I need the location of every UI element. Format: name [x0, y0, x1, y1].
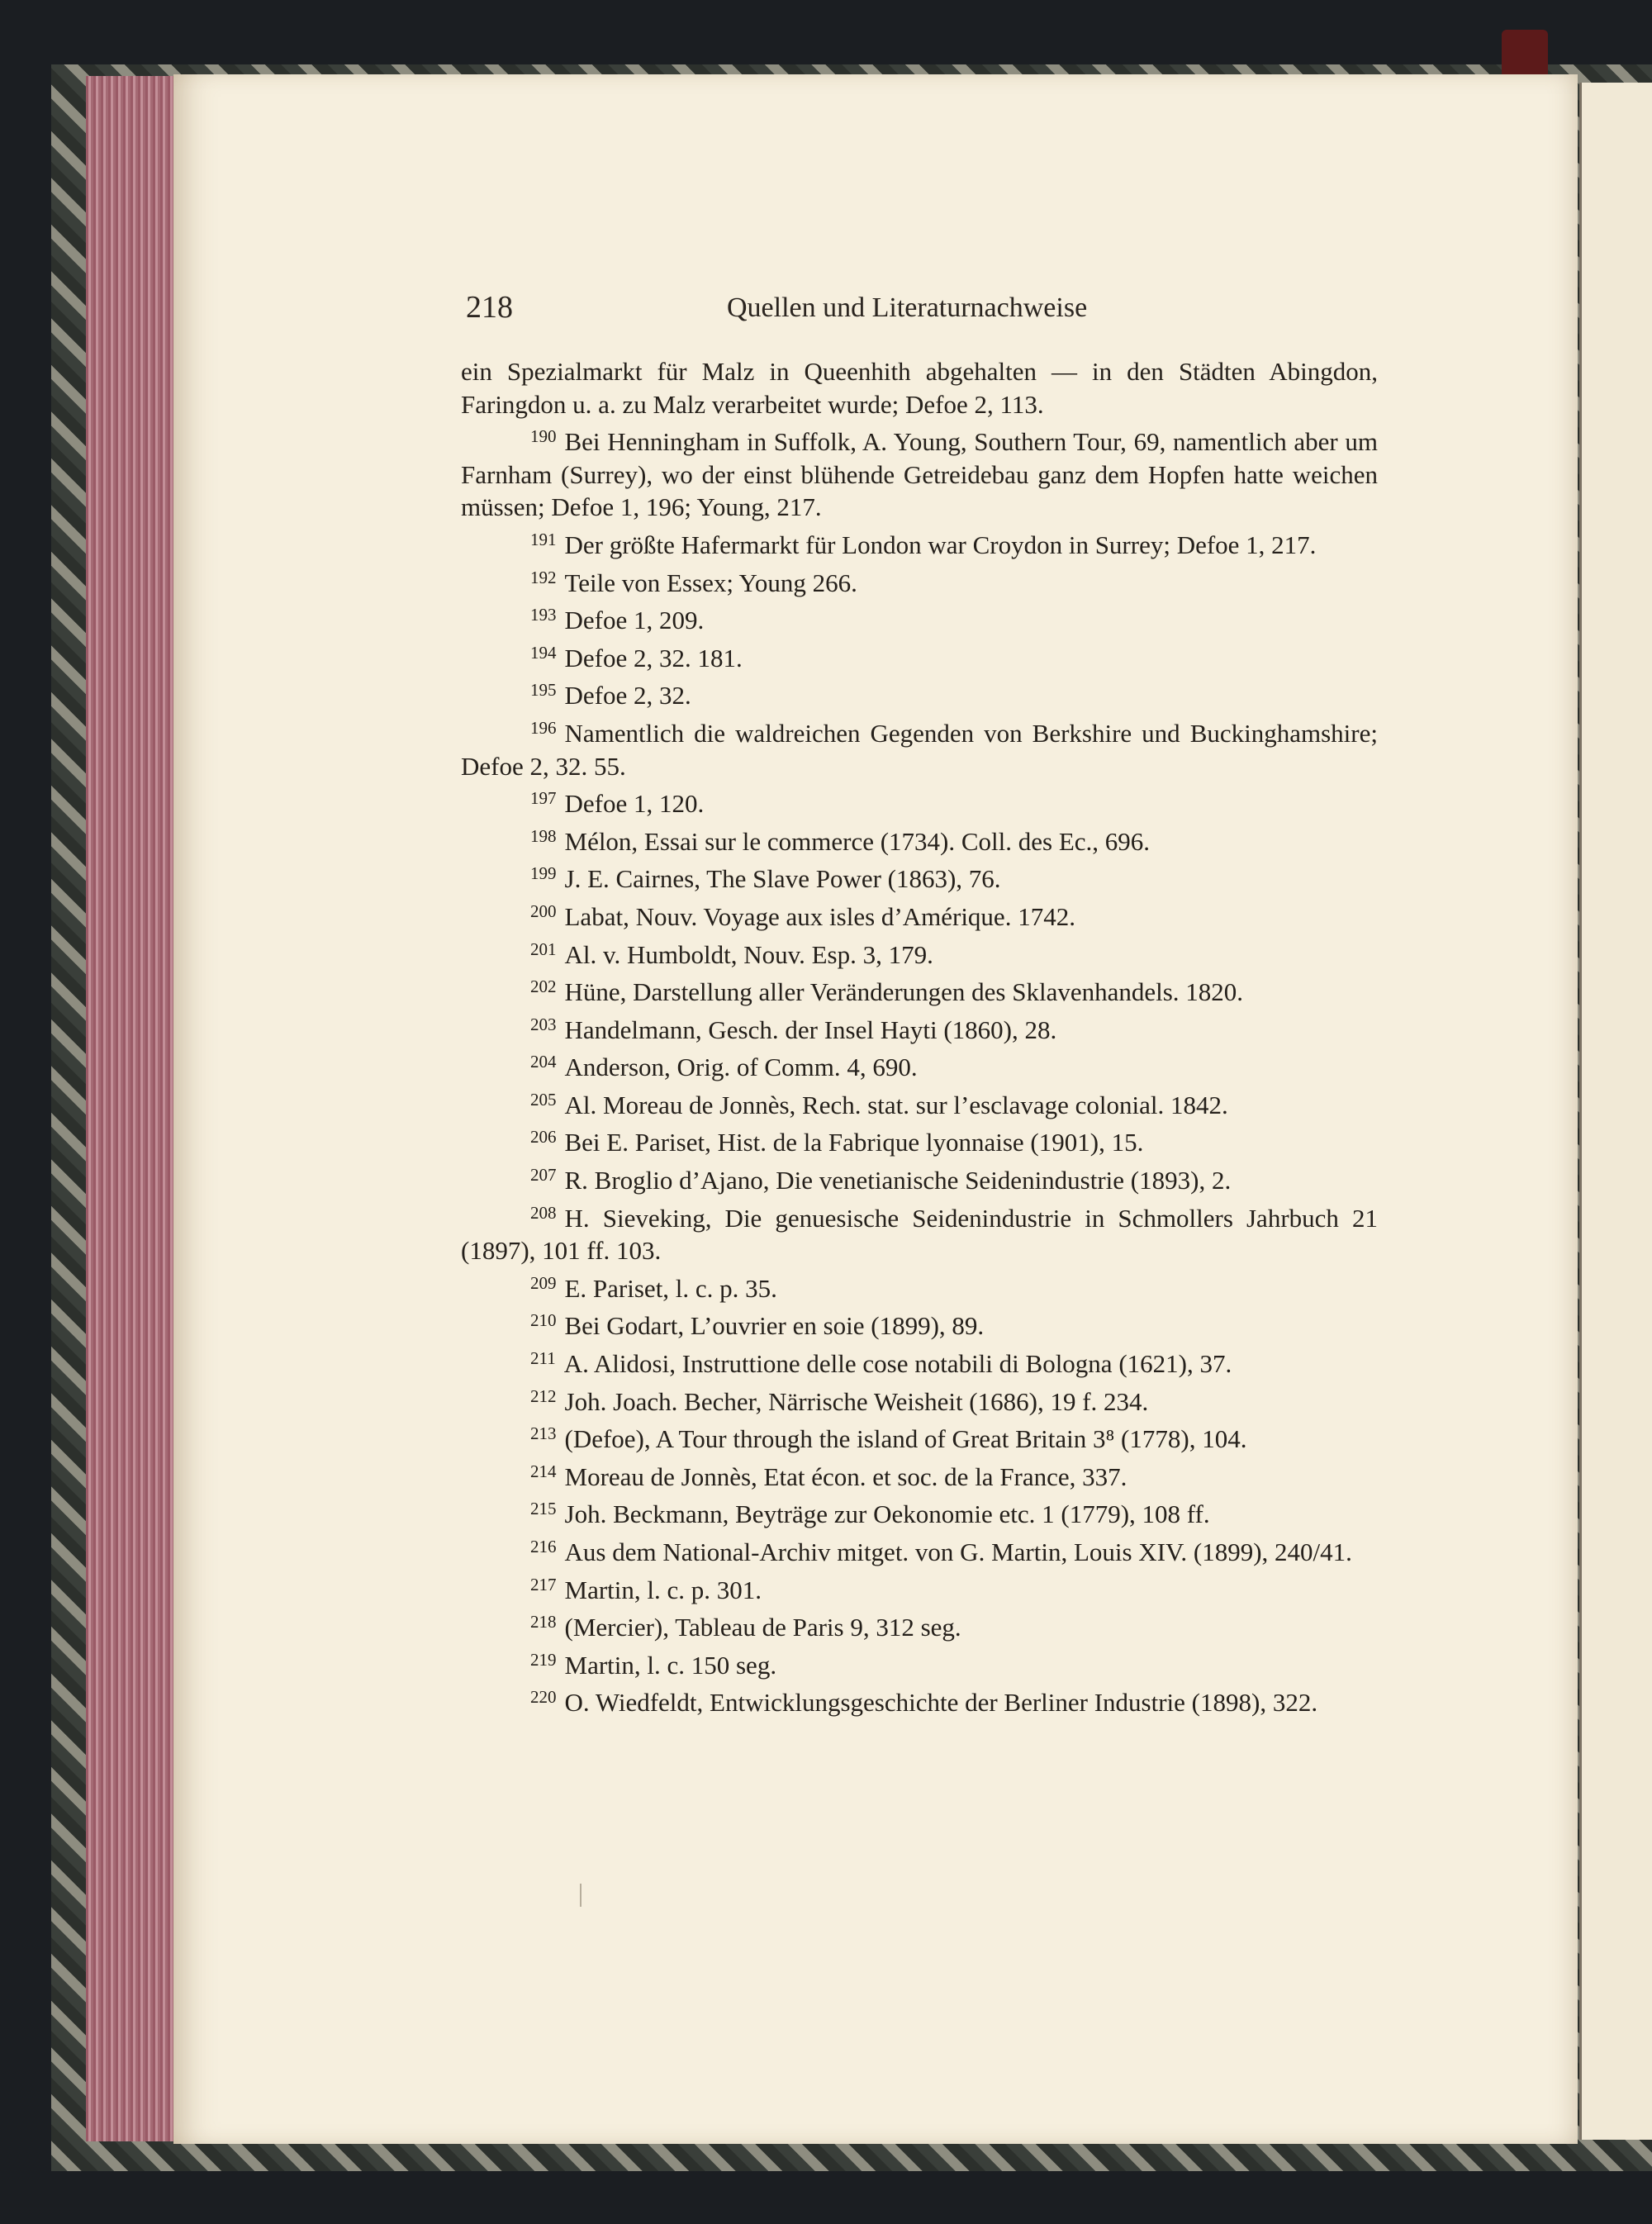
page-number: 218 — [466, 290, 513, 325]
note — [461, 1493, 1378, 1531]
note-text: Namentlich die waldreichen Gegenden von Berkshire und Buckinghamshire; Defoe 2, 32. 55. — [461, 718, 1378, 781]
note — [461, 971, 1378, 1009]
note-text: (Mercier), Tableau de Paris 9, 312 seg. — [564, 1613, 961, 1642]
note-text: Handelmann, Gesch. der Insel Hayti (1860), 28. — [564, 1015, 1057, 1044]
note-number: 220 — [530, 1687, 557, 1708]
note-text: Anderson, Orig. of Comm. 4, 690. — [564, 1053, 918, 1082]
note — [461, 782, 1378, 820]
note — [461, 355, 1378, 421]
note-number: 203 — [530, 1014, 557, 1034]
note — [461, 421, 1378, 524]
facing-page-edge — [1579, 83, 1652, 2140]
note-text: Defoe 1, 120. — [564, 789, 705, 819]
note-number: 212 — [530, 1385, 557, 1406]
note — [461, 1456, 1378, 1494]
note-number: 211 — [530, 1348, 556, 1369]
note — [461, 1569, 1378, 1607]
running-title: Quellen und Literaturnachweise — [727, 292, 1088, 323]
note — [461, 896, 1378, 934]
note-text: Bei Godart, L’ouvrier en soie (1899), 89. — [564, 1311, 985, 1341]
note — [461, 1681, 1378, 1719]
page-edges — [86, 76, 177, 2141]
note-number: 214 — [530, 1461, 557, 1481]
page-blemish — [580, 1884, 582, 1907]
note-number: 194 — [530, 642, 557, 663]
note-number: 197 — [530, 788, 557, 809]
note-number: 195 — [530, 680, 557, 701]
note — [461, 599, 1378, 637]
note-number: 213 — [530, 1423, 557, 1444]
note-text: Al. v. Humboldt, Nouv. Esp. 3, 179. — [564, 939, 933, 969]
note-text: A. Alidosi, Instruttione delle cose notabili di Bologna (1621), 37. — [563, 1349, 1232, 1379]
note-number: 199 — [530, 863, 557, 884]
note-number: 218 — [530, 1612, 557, 1632]
note — [461, 1606, 1378, 1644]
note — [461, 1380, 1378, 1419]
note-number: 210 — [530, 1310, 557, 1331]
note-text: ein Spezialmarkt für Malz in Queenhith abgehalten — in den Städten Abingdon, Faringdon u. a. zu Malz verarbeitet wurde; Defoe 2, 113. — [461, 357, 1378, 419]
note-text: Al. Moreau de Jonnès, Rech. stat. sur l’esclavage colonial. 1842. — [564, 1090, 1228, 1119]
note — [461, 858, 1378, 896]
note-number: 208 — [530, 1202, 557, 1223]
note — [461, 562, 1378, 600]
note-number: 202 — [530, 977, 557, 997]
note — [461, 712, 1378, 782]
note-number: 209 — [530, 1272, 557, 1293]
note-text: Aus dem National-Archiv mitget. von G. Martin, Louis XIV. (1899), 240/41. — [564, 1537, 1352, 1566]
note-text: Labat, Nouv. Voyage aux isles d’Amérique. 1742. — [564, 901, 1075, 931]
note-number: 204 — [530, 1052, 557, 1072]
note — [461, 524, 1378, 562]
note-text: (Defoe), A Tour through the island of Great Britain 3⁸ (1778), 104. — [564, 1424, 1247, 1454]
notes-list — [461, 355, 1378, 1719]
note-text: R. Broglio d’Ajano, Die venetianische Seidenindustrie (1893), 2. — [564, 1166, 1232, 1195]
note-number: 217 — [530, 1574, 557, 1594]
note-number: 198 — [530, 825, 557, 846]
note-text: Martin, l. c. 150 seg. — [564, 1650, 777, 1680]
note-text: H. Sieveking, Die genuesische Seidenindustrie in Schmollers Jahrbuch 21 (1897), 101 ff. 103. — [461, 1203, 1378, 1266]
note-number: 206 — [530, 1127, 557, 1148]
note-number: 205 — [530, 1089, 557, 1110]
note-text: Bei Henningham in Suffolk, A. Young, Southern Tour, 69, namentlich aber um Farnham (Surrey), wo der einst blühende Getreidebau ganz dem Hopfen hatte weichen müssen; Defoe 1, 196; Young, 217. — [461, 427, 1378, 522]
note-number: 216 — [530, 1537, 557, 1556]
note — [461, 1121, 1378, 1159]
note — [461, 674, 1378, 712]
note-text: Teile von Essex; Young 266. — [564, 568, 857, 597]
note — [461, 1267, 1378, 1305]
note-text: Hüne, Darstellung aller Veränderungen des Sklavenhandels. 1820. — [564, 977, 1244, 1007]
note — [461, 1197, 1378, 1267]
note-number: 201 — [530, 939, 557, 959]
note-text: E. Pariset, l. c. p. 35. — [564, 1273, 777, 1303]
note — [461, 820, 1378, 858]
note — [461, 1644, 1378, 1682]
note-text: Joh. Beckmann, Beyträge zur Oekonomie etc. 1 (1779), 108 ff. — [564, 1499, 1210, 1529]
note-number: 207 — [530, 1165, 557, 1186]
note-text: Joh. Joach. Becher, Närrische Weisheit (1686), 19 f. 234. — [564, 1386, 1149, 1416]
bookmark-ribbon — [1502, 30, 1548, 81]
note-text: Martin, l. c. p. 301. — [564, 1575, 762, 1604]
note-text: Der größte Hafermarkt für London war Croydon in Surrey; Defoe 1, 217. — [564, 530, 1317, 559]
note-text: Defoe 2, 32. 181. — [564, 643, 743, 672]
note — [461, 1418, 1378, 1456]
note-text: Moreau de Jonnès, Etat écon. et soc. de la France, 337. — [564, 1461, 1127, 1491]
note-number: 192 — [530, 567, 557, 587]
note-text: O. Wiedfeldt, Entwicklungsgeschichte der Berliner Industrie (1898), 322. — [564, 1688, 1318, 1718]
note — [461, 1531, 1378, 1569]
note — [461, 1304, 1378, 1342]
note — [461, 934, 1378, 972]
note-number: 190 — [530, 426, 557, 447]
note-number: 191 — [530, 529, 557, 549]
note-text: J. E. Cairnes, The Slave Power (1863), 76. — [564, 864, 1001, 894]
note — [461, 1009, 1378, 1047]
note-text: Defoe 2, 32. — [564, 681, 691, 710]
note — [461, 637, 1378, 675]
note-number: 200 — [530, 901, 557, 921]
note-number: 196 — [530, 717, 557, 738]
note — [461, 1159, 1378, 1197]
note-number: 193 — [530, 605, 557, 625]
note — [461, 1046, 1378, 1084]
note-number: 215 — [530, 1499, 557, 1519]
note-text: Bei E. Pariset, Hist. de la Fabrique lyonnaise (1901), 15. — [564, 1128, 1144, 1157]
note — [461, 1342, 1378, 1380]
page-header — [466, 289, 1374, 335]
note — [461, 1084, 1378, 1122]
note-text: Mélon, Essai sur le commerce (1734). Coll. des Ec., 696. — [564, 826, 1151, 856]
note-number: 219 — [530, 1649, 557, 1670]
note-text: Defoe 1, 209. — [564, 606, 705, 635]
